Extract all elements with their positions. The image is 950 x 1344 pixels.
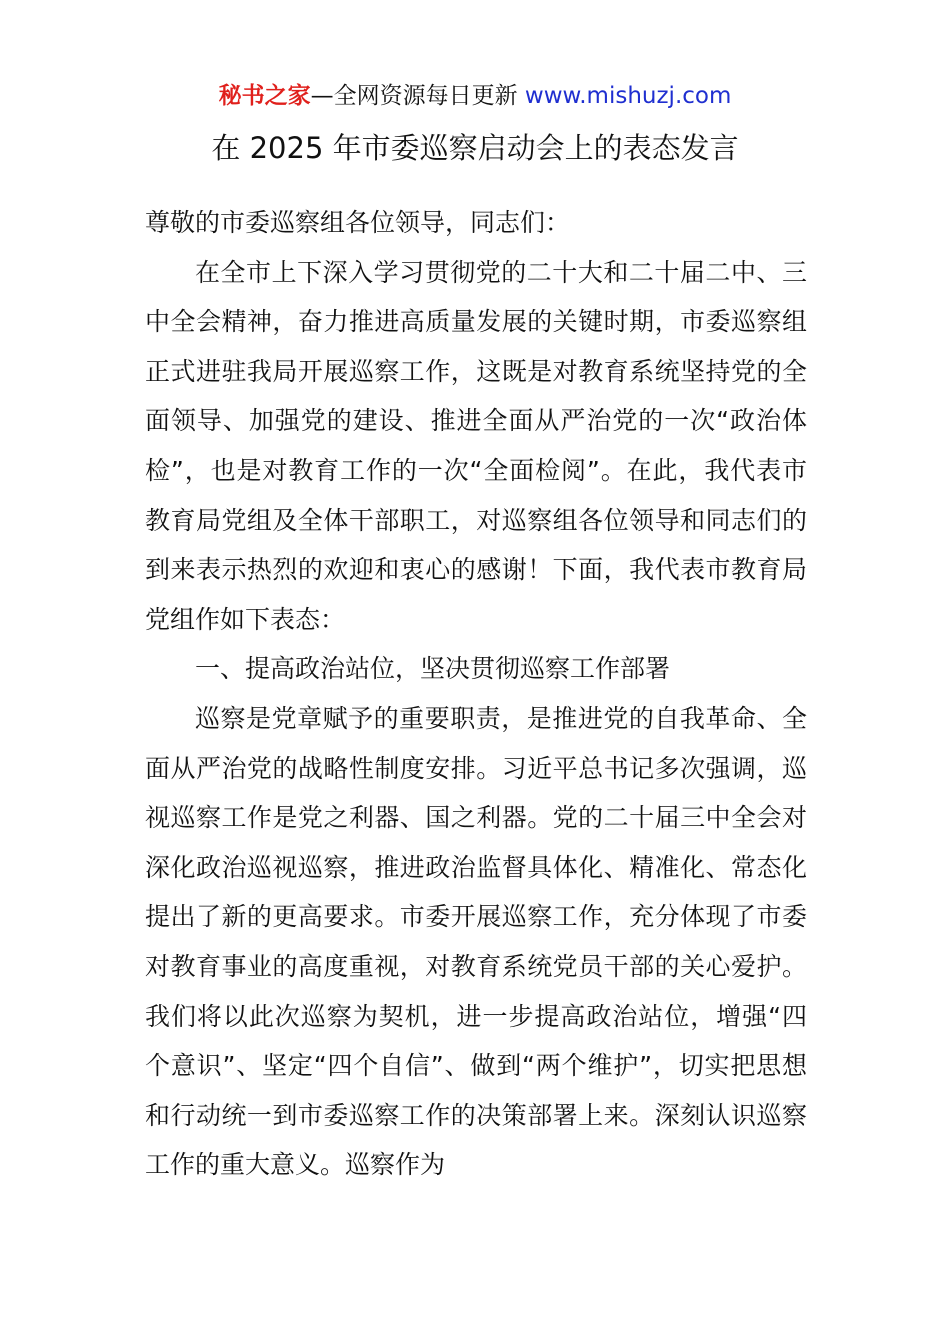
salutation: 尊敬的市委巡察组各位领导，同志们： xyxy=(145,208,571,237)
document-body xyxy=(145,198,807,1190)
paragraph-intro: 在全市上下深入学习贯彻党的二十大和二十届二中、三中全会精神，奋力推进高质量发展的关键时期，市委巡察组正式进驻我局开展巡察工作，这既是对教育系统坚持党的全面领导、加强党的建设、推进全面从严治党的一次“政治体检”，也是对教育工作的一次“全面检阅”。在此，我代表市教育局党组及全体干部职工，对巡察组各位领导和同志们的到来表示热烈的欢迎和衷心的感谢！下面，我代表市教育局党组作如下表态： xyxy=(145,257,807,634)
header-tagline: —全网资源每日更新 xyxy=(310,83,518,109)
site-url-link[interactable]: www.mishuzj.com xyxy=(524,83,732,109)
paragraph-section-1: 巡察是党章赋予的重要职责，是推进党的自我革命、全面从严治党的战略性制度安排。习近平总书记多次强调，巡视巡察工作是党之利器、国之利器。党的二十届三中全会对深化政治巡视巡察，推进政治监督具体化、精准化、常态化提出了新的更高要求。市委开展巡察工作，充分体现了市委对教育事业的高度重视，对教育系统党员干部的关心爱护。我们将以此次巡察为契机，进一步提高政治站位，增强“四个意识”、坚定“四个自信”、做到“两个维护”，切实把思想和行动统一到市委巡察工作的决策部署上来。深刻认识巡察工作的重大意义。巡察作为 xyxy=(145,703,807,1180)
section-heading-1: 一、提高政治站位，坚决贯彻巡察工作部署 xyxy=(195,654,671,684)
site-header xyxy=(0,80,950,112)
document-title: 在 2025 年市委巡察启动会上的表态发言 xyxy=(211,131,739,165)
brand-name: 秘书之家 xyxy=(218,83,311,109)
